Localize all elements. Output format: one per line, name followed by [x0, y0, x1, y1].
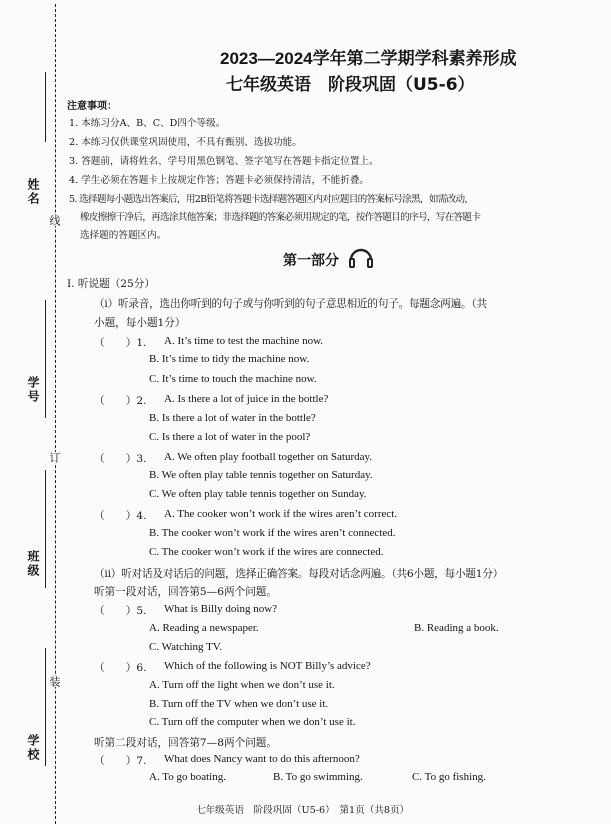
- option-b: B. Is there a lot of water in the bottle?: [149, 412, 316, 424]
- option-b: B. We often play table tennis together on Saturday.: [149, 469, 373, 481]
- option-c: C. We often play table tennis together on Sunday.: [149, 488, 367, 500]
- note-item: 4. 学生必须在答题卡上按规定作答；答题卡必须保持清洁，不能折叠。: [69, 175, 370, 186]
- note-item: 5. 选择题每小题选出答案后，用2B铅笔将答题卡选择题答题区内对应题目的答案标号涂黑，如需改动，: [69, 194, 474, 205]
- note-item: 2. 本练习仅供课堂巩固使用，不具有甄别、选拔功能。: [69, 137, 302, 148]
- dialog1-intro: 听第一段对话，回答第5—6两个问题。: [94, 586, 277, 598]
- option-a: A. Reading a newspaper.: [149, 622, 259, 634]
- sub-i-instruction-cont: 小题，每小题1分）: [94, 317, 186, 329]
- section-title: 第一部分: [283, 253, 339, 269]
- page-footer: 七年级英语 阶段巩固（U5-6） 第1页（共8页）: [196, 805, 410, 816]
- note-item: 3. 答题前，请将姓名、学号用黑色钢笔、签字笔写在答题卡指定位置上。: [69, 156, 379, 167]
- option-a: A. The cooker won’t work if the wires aren’t correct.: [164, 508, 398, 520]
- option-b: B. Reading a book.: [414, 622, 499, 634]
- exam-subtitle: 七年级英语 阶段巩固（U5-6）: [226, 75, 475, 95]
- question-number: （ ）2.: [94, 395, 147, 407]
- sub-ii-instruction: （ii）听对话及对话后的问题，选择正确答案。每段对话念两遍。（共6小题，每小题1分）: [94, 568, 504, 580]
- option-a: A. We often play football together on Saturday.: [164, 451, 373, 463]
- option-c: C. Turn off the computer when we don’t use it.: [149, 716, 356, 728]
- school-line: [45, 648, 46, 766]
- option-c: C. To go fishing.: [412, 771, 486, 783]
- notes-title: 注意事项：: [67, 101, 117, 112]
- question-number: （ ）4.: [94, 510, 147, 522]
- option-b: B. Turn off the TV when we don’t use it.: [149, 698, 329, 710]
- part1-heading: Ⅰ. 听说题（25分）: [67, 278, 155, 290]
- option-c: C. The cooker won’t work if the wires are connected.: [149, 546, 384, 558]
- class-line: [45, 470, 46, 588]
- question-text: What is Billy doing now?: [164, 603, 278, 615]
- number-line: [45, 300, 46, 418]
- exam-title: 2023—2024学年第二学期学科素养形成: [220, 49, 517, 68]
- question-number: （ ）3.: [94, 453, 147, 465]
- question-number: （ ）7.: [94, 755, 147, 767]
- cut-mark-line: 线: [48, 215, 61, 226]
- question-number: （ ）6.: [94, 662, 147, 674]
- cut-line: [55, 4, 56, 824]
- note-item: 橡皮擦擦干净后，再选涂其他答案；非选择题的答案必须用规定的笔，按作答题目的序号，写在答题卡: [80, 212, 481, 223]
- option-b: B. The cooker won’t work if the wires aren’t connected.: [149, 527, 396, 539]
- question-number: （ ）1.: [94, 337, 147, 349]
- class-label: 班级: [26, 550, 40, 578]
- cut-mark-zhuang: 装: [48, 676, 61, 687]
- note-item: 1. 本练习分A、B、C、D四个等级。: [69, 118, 226, 129]
- question-number: （ ）5.: [94, 605, 147, 617]
- headphones-icon: [347, 244, 375, 270]
- school-label: 学校: [26, 734, 40, 762]
- dialog2-intro: 听第二段对话，回答第7—8两个问题。: [94, 737, 277, 749]
- sub-i-instruction: （i）听录音，选出你听到的句子或与你听到的句子意思相近的句子。每题念两遍。（共: [94, 298, 487, 310]
- option-a: A. Is there a lot of juice in the bottle?: [164, 393, 329, 405]
- student-number-label: 学号: [26, 376, 40, 404]
- option-a: A. It’s time to test the machine now.: [164, 335, 324, 347]
- option-b: B. To go swimming.: [273, 771, 363, 783]
- option-b: B. It’s time to tidy the machine now.: [149, 353, 310, 365]
- option-c: C. Watching TV.: [149, 641, 223, 653]
- question-text: Which of the following is NOT Billy’s advice?: [164, 660, 371, 672]
- question-text: What does Nancy want to do this afternoon?: [164, 753, 360, 765]
- option-a: A. Turn off the light when we don’t use it.: [149, 679, 335, 691]
- option-a: A. To go boating.: [149, 771, 226, 783]
- note-item: 选择题的答题区内。: [80, 230, 167, 241]
- option-c: C. Is there a lot of water in the pool?: [149, 431, 311, 443]
- name-line: [45, 72, 46, 142]
- cut-mark-ding: 订: [48, 452, 61, 463]
- name-label: 姓名: [26, 178, 40, 206]
- option-c: C. It’s time to touch the machine now.: [149, 373, 317, 385]
